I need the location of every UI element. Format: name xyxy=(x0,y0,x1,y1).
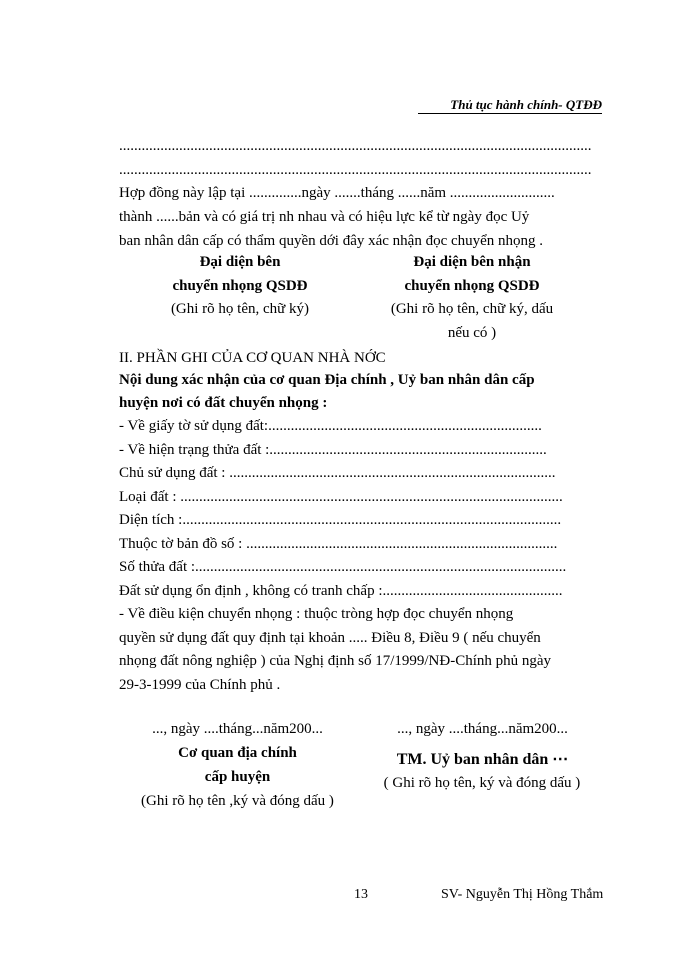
transferee-title: chuyển nhọng QSDĐ xyxy=(404,278,540,294)
committee-note: ( Ghi rõ họ tên, ký và đóng dấu ) xyxy=(383,775,581,791)
transferor-title: Đại diện bên xyxy=(199,254,281,270)
dotted-line: .............................................................................................................................. xyxy=(119,162,592,178)
form-field: Số thửa đất :................................................................................................... xyxy=(119,559,567,575)
section-title: II. PHẦN GHI CỦA CƠ QUAN NHÀ NỚC xyxy=(119,350,386,366)
form-field: Chủ sử dụng đất : ....................................................................................... xyxy=(119,465,556,481)
condition-text: - Về điều kiện chuyển nhọng : thuộc tròng hợp đọc chuyển nhọng xyxy=(119,606,514,622)
form-field: - Về giấy tờ sử dụng đất:......................................................................... xyxy=(119,418,542,434)
district-office-title: cấp huyện xyxy=(204,769,271,785)
section-subtitle: huyện nơi có đất chuyển nhọng : xyxy=(119,395,328,411)
form-field: - Về hiện trạng thửa đất :.......................................................................... xyxy=(119,442,547,458)
transferor-note: (Ghi rõ họ tên, chữ ký) xyxy=(170,301,310,317)
district-office-title: Cơ quan địa chính xyxy=(178,745,297,761)
district-office-date: ..., ngày ....tháng...năm200... xyxy=(152,721,323,737)
condition-text: nhọng đất nông nghiệp ) của Nghị định số 17/1999/NĐ-Chính phủ ngày xyxy=(119,653,552,669)
transferee-title: Đại diện bên nhận xyxy=(413,254,531,270)
transferor-title: chuyển nhọng QSDĐ xyxy=(172,278,308,294)
contract-text-line: Hợp đồng này lập tại ..............ngày .......tháng ......năm ............................ xyxy=(119,185,555,201)
condition-text: quyền sử dụng đất quy định tại khoản ..... Điều 8, Điều 9 ( nếu chuyển xyxy=(119,630,541,646)
form-field: Diện tích :..................................................................................................... xyxy=(119,512,562,528)
running-header: Thủ tục hành chính- QTĐĐ xyxy=(418,97,602,114)
form-field: Thuộc tờ bản đồ số : ................................................................................... xyxy=(119,536,558,552)
transferee-note: (Ghi rõ họ tên, chữ ký, dấu xyxy=(390,301,554,317)
form-field: Loại đất : ...................................................................................................... xyxy=(119,489,563,505)
committee-date: ..., ngày ....tháng...năm200... xyxy=(397,721,568,737)
contract-text-line: ban nhân dân cấp có thẩm quyền dới đây xác nhận đọc chuyển nhọng . xyxy=(119,233,544,249)
transferee-note: nếu có ) xyxy=(447,325,497,341)
section-subtitle: Nội dung xác nhận của cơ quan Địa chính , Uỷ ban nhân dân cấp xyxy=(119,372,535,388)
form-field: Đất sử dụng ổn định , không có tranh chấp :................................................ xyxy=(119,583,563,599)
contract-text-line: thành ......bản và có giá trị nh nhau và có hiệu lực kể từ ngày đọc Uỷ xyxy=(119,209,530,225)
author-name: SV- Nguyễn Thị Hồng Thắm xyxy=(441,887,604,902)
page-number: 13 xyxy=(354,887,368,902)
dotted-line: .............................................................................................................................. xyxy=(119,138,592,154)
committee-title: TM. Uỷ ban nhân dân ⋯ xyxy=(396,751,569,768)
condition-text: 29-3-1999 của Chính phủ . xyxy=(119,677,281,693)
district-office-note: (Ghi rõ họ tên ,ký và đóng dấu ) xyxy=(141,793,334,809)
